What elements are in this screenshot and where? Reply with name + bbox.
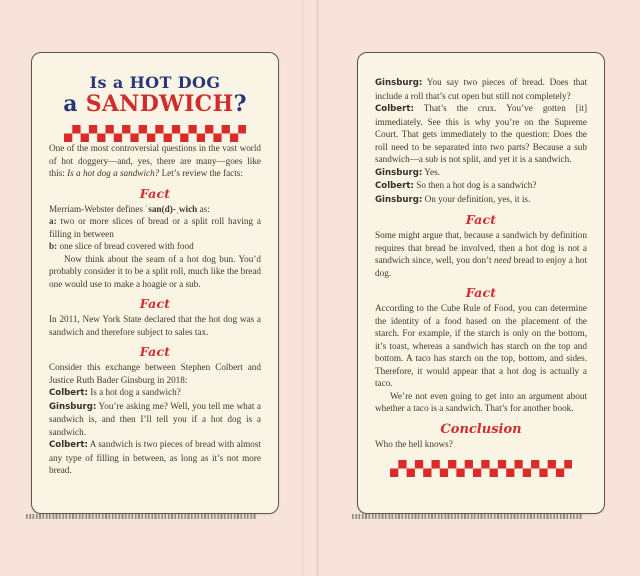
page-left-content [32, 74, 278, 477]
fact5-paragraph-2: We’re not even going to get into an argument about whether a taco is a sandwich. That’s for another book. [375, 390, 587, 413]
page-right-content [358, 53, 604, 477]
title-question-mark: ? [233, 91, 247, 117]
seam-paragraph: Now think about the seam of a hot dog bun. You’d probably consider it to be a split roll, much like the bread one would use to make a hoagie or a sub. [49, 253, 261, 289]
fact-heading-4: Fact [465, 212, 497, 227]
fact-heading-5: Fact [465, 285, 497, 300]
dialogue-line: Colbert: That’s the crux. You’ve gotten [it] immediately. See this is why you’re on the Supreme Court. That gets immediately to the question: Does the roll need to be separated into two parts? Because a sub sandwich—a sub is not split, and yet it is a sandwich. [375, 103, 587, 164]
title-line-1: Is a HOT DOG [89, 73, 221, 92]
definition-b: b: one slice of bread covered with food [49, 241, 194, 251]
fact-heading-1: Fact [139, 185, 171, 201]
title-word-sandwich: SANDWICH [85, 91, 234, 117]
dialogue-line: Ginsburg: You’re asking me? Well, you tell me what a sandwich is, and then I’ll tell you if a hot dog is a sandwich. [49, 400, 261, 437]
dialogue-line: Ginsburg: You say two pieces of bread. Does that include a roll that’s cut open but still not completely? [375, 77, 587, 101]
checker-band-top [64, 125, 246, 142]
page-right [357, 52, 605, 514]
fact-heading-3: Fact [139, 344, 171, 359]
title-line-2 [49, 92, 261, 116]
fact4-paragraph: Some might argue that, because a sandwich by definition requires that bread be involved, then a hot dog is not a sandwich since, well, you don’t need bread to enjoy a hot dog. [375, 230, 587, 278]
dialogue-line: Colbert: So then a hot dog is a sandwich? [375, 180, 537, 191]
conclusion-heading: Conclusion [440, 421, 522, 437]
book-title [49, 74, 261, 116]
dialogue-line: Ginsburg: On your definition, yes, it is. [375, 193, 531, 205]
checker-band-bottom [390, 460, 572, 477]
fact5-paragraph: According to the Cube Rule of Food, you can determine the identity of a food based on the placement of the starch. For example, if the starch is only on the bottom, it’s toast, whereas a sandwich has starch on the top and bottom. A taco has starch on the top, bottom, and sides. Therefore, it would appear that a hot dog is actually a taco. [375, 303, 587, 388]
fact3-intro-paragraph: Consider this exchange between Stephen Colbert and Justice Ruth Bader Ginsburg in 2018: [49, 362, 261, 385]
title-word-a: a [63, 91, 86, 117]
background-crease [301, 0, 304, 576]
page-left-torn-edge [26, 514, 256, 519]
fact-heading-2: Fact [139, 296, 171, 311]
fact2-paragraph: In 2011, New York State declared that the hot dog was a sandwich and therefore subject to sales tax. [49, 314, 261, 337]
center-fold-crease [316, 0, 319, 576]
page-left [31, 52, 279, 514]
page-right-torn-edge [352, 514, 582, 519]
intro-paragraph: One of the most controversial questions in the vast world of hot doggery—and, yes, there are many—goes like this: Is a hot dog a sandwich? Let’s review the facts: [49, 143, 261, 178]
dialogue-line: Colbert: Is a hot dog a sandwich? [49, 387, 181, 398]
dialogue-line: Ginsburg: Yes. [375, 166, 440, 178]
conclusion-paragraph: Who the hell knows? [375, 438, 453, 449]
merriam-definition-line: Merriam-Webster defines ˈsan(d)-ˌwich as: [49, 203, 210, 214]
definition-a: a: two or more slices of bread or a split roll having a filling in between [49, 216, 261, 239]
dialogue-line: Colbert: A sandwich is two pieces of bread with almost any type of filling in between, as long as it’s not more bread. [49, 439, 261, 475]
